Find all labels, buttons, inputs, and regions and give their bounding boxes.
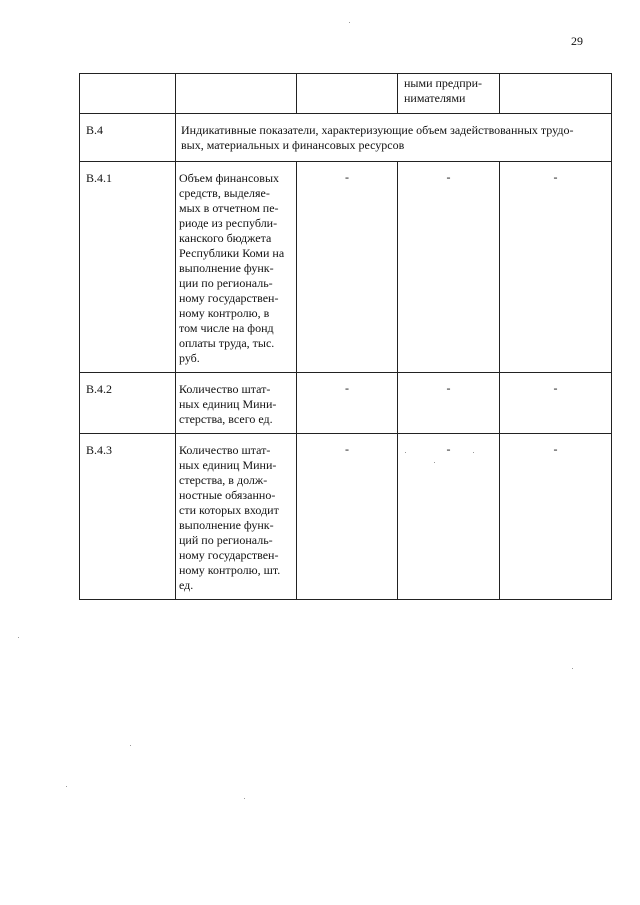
value-cell: - [500,162,612,373]
header-code-cell [80,74,176,114]
text-line: ному государствен- [179,548,279,562]
text-line: ному контролю, в [179,306,270,320]
row-code: B.4.2 [80,373,176,434]
text-line: ностные обязанно- [179,488,276,502]
text-line: канского бюджета [179,231,272,245]
text-line: Индикативные показатели, характеризующие объем задействованных трудо- [181,123,574,137]
scan-speck [405,452,406,453]
value-cell: - [297,162,398,373]
text-line: Количество штат- [179,443,271,457]
value-cell: - [398,434,500,600]
page-number: 29 [571,34,583,48]
scan-speck [130,745,131,746]
scan-speck [349,22,350,23]
scan-speck [244,798,245,799]
text-line: ному государствен- [179,291,279,305]
value-cell: - [500,373,612,434]
header-col5-cell [500,74,612,114]
row-description [176,373,297,434]
table-row [80,162,612,373]
text-line: руб. [179,351,200,365]
indicators-table [79,73,612,600]
text-line: риоде из республи- [179,216,278,230]
section-title [176,114,612,162]
table-row [80,373,612,434]
header-col4-cell [398,74,500,114]
scan-speck [66,786,67,787]
text-line: оплаты труда, тыс. [179,336,275,350]
scan-speck [572,668,573,669]
scan-speck [18,637,19,638]
row-code: B.4.3 [80,434,176,600]
text-line: стерства, всего ед. [179,412,273,426]
text-line: Объем финансовых [179,171,280,185]
text-line: ными предпри- [404,76,483,90]
text-line: сти которых входит [179,503,279,517]
row-code: B.4.1 [80,162,176,373]
table-continuation-row [80,74,612,114]
text-line: ных единиц Мини- [179,397,277,411]
value-cell: - [500,434,612,600]
text-line: выполнение функ- [179,261,274,275]
text-line: Количество штат- [179,382,271,396]
text-line: нимателями [404,91,466,105]
text-line: стерства, в долж- [179,473,268,487]
value-cell: - [398,162,500,373]
text-line: ед. [179,578,194,592]
value-cell: - [297,434,398,600]
text-line: вых, материальных и финансовых ресурсов [181,138,405,152]
text-line: ному контролю, шт. [179,563,281,577]
scan-speck [434,462,435,463]
header-col3-cell [297,74,398,114]
section-row [80,114,612,162]
row-description [176,162,297,373]
table-row [80,434,612,600]
section-code: B.4 [80,114,176,162]
header-description-cell [176,74,297,114]
text-line: ции по региональ- [179,276,273,290]
text-line: выполнение функ- [179,518,274,532]
text-line: том числе на фонд [179,321,274,335]
text-line: мых в отчетном пе- [179,201,279,215]
text-line: Республики Коми на [179,246,285,260]
value-cell: - [297,373,398,434]
text-line: ций по региональ- [179,533,273,547]
value-cell: - [398,373,500,434]
scan-speck [473,452,474,453]
row-description [176,434,297,600]
text-line: ных единиц Мини- [179,458,277,472]
text-line: средств, выделяе- [179,186,270,200]
